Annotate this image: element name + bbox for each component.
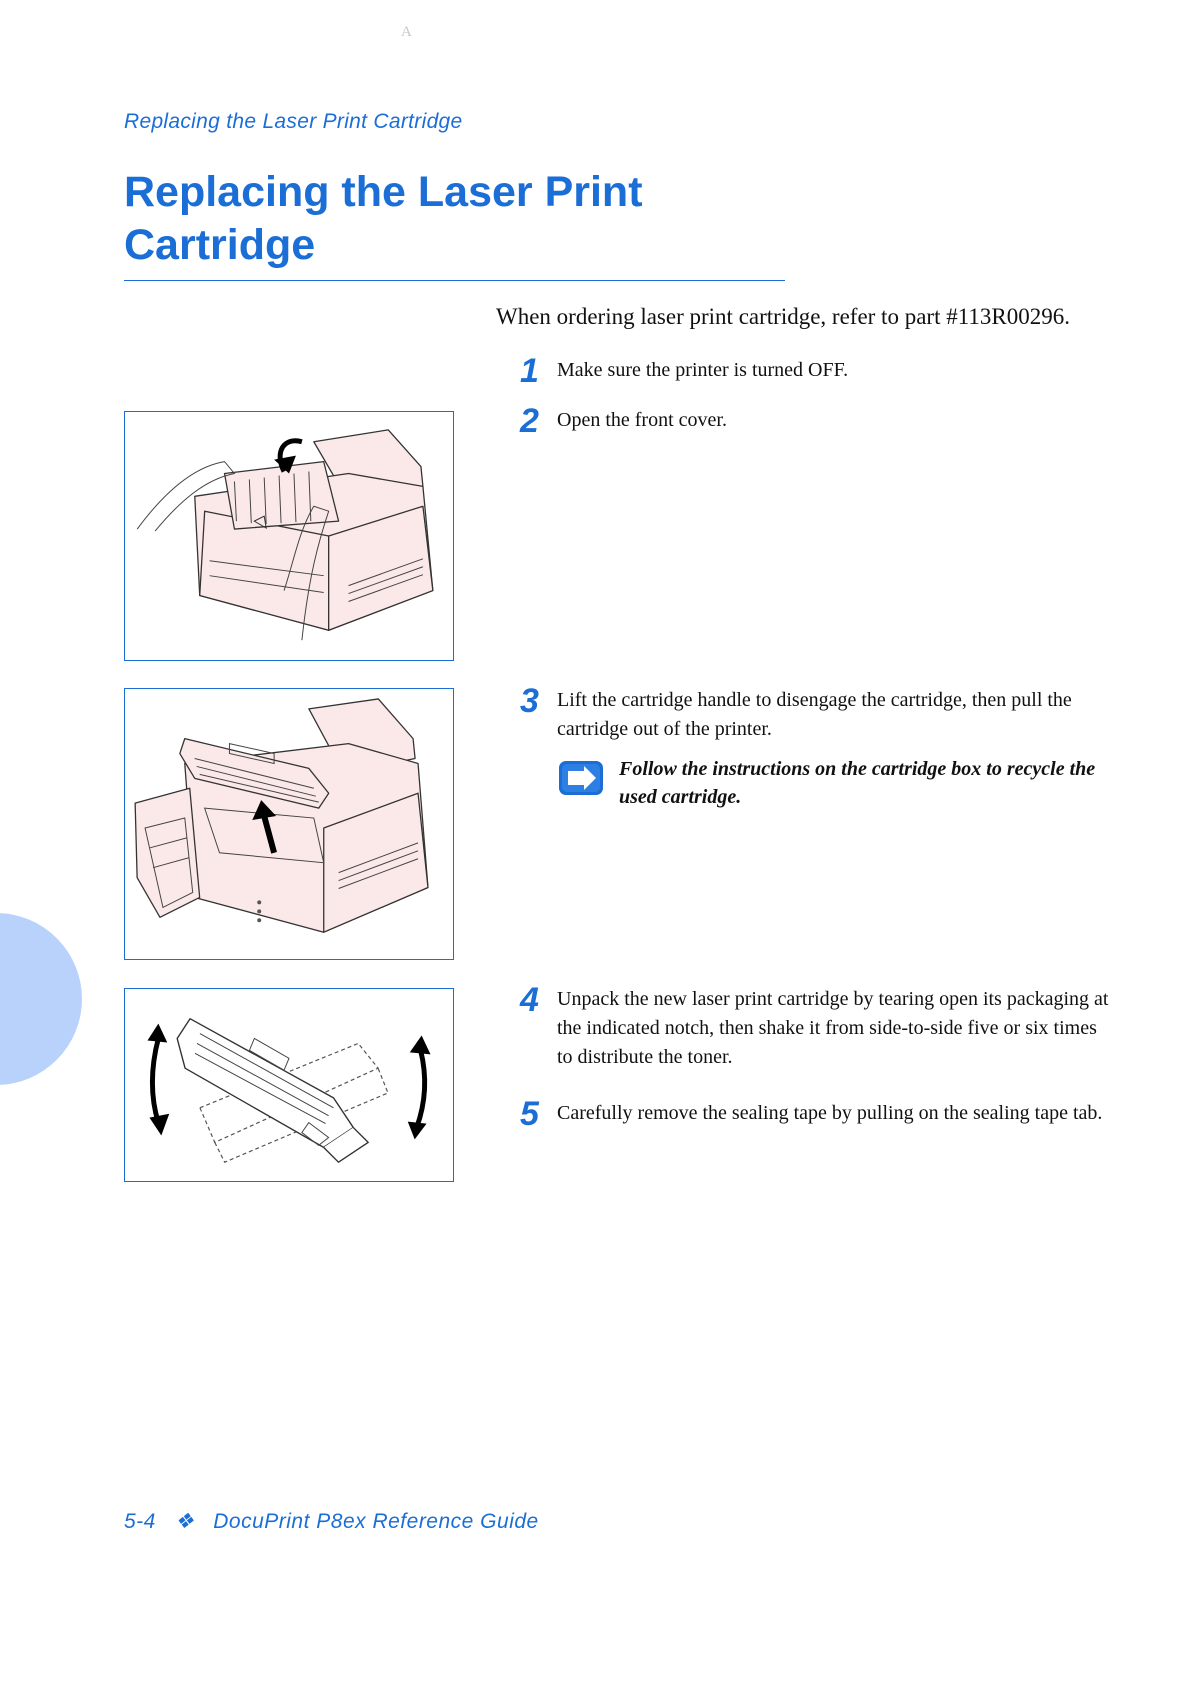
cartridge-shake-illustration — [125, 989, 453, 1181]
figure-open-front-cover — [124, 411, 454, 661]
footer-separator-icon: ❖ — [174, 1510, 195, 1533]
printer-cover-illustration — [125, 412, 453, 660]
step-text: Lift the cartridge handle to disengage the cartridge, then pull the cartridge out of the printer. — [557, 689, 1072, 740]
figure-shake-cartridge — [124, 988, 454, 1182]
note-text: Follow the instructions on the cartridge box to recycle the used cartridge. — [619, 758, 1096, 808]
figure-remove-cartridge — [124, 688, 454, 960]
step-text: Make sure the printer is turned OFF. — [557, 359, 849, 381]
double-arrow-right-icon — [408, 1036, 431, 1140]
step-number: 1 — [520, 352, 539, 390]
step-text: Open the front cover. — [557, 409, 727, 431]
step-text: Carefully remove the sealing tape by pulling on the sealing tape tab. — [557, 1102, 1103, 1124]
page-title — [124, 166, 804, 272]
corner-mark: A — [401, 24, 412, 40]
note-arrow-icon — [558, 759, 604, 797]
step-number: 3 — [520, 682, 539, 720]
step-number: 5 — [520, 1095, 539, 1133]
step-number: 2 — [520, 402, 539, 440]
step-text: Unpack the new laser print cartridge by tearing open its packaging at the indicated notch, then shake it from side-to-side five or six times to distribute the toner. — [557, 988, 1109, 1068]
page-title-line2: Cartridge — [124, 221, 316, 269]
step-number: 4 — [520, 981, 539, 1019]
guide-title: DocuPrint P8ex Reference Guide — [213, 1510, 539, 1533]
title-divider — [124, 280, 785, 281]
double-arrow-left-icon — [147, 1024, 169, 1136]
cartridge-removal-illustration — [125, 689, 453, 959]
intro-text: When ordering laser print cartridge, refer to part #113R00296. — [496, 304, 1070, 329]
page-number: 5-4 — [124, 1510, 156, 1533]
running-head: Replacing the Laser Print Cartridge — [124, 110, 463, 133]
page-footer — [124, 1509, 539, 1534]
chapter-side-tab — [0, 913, 82, 1085]
page-title-line1: Replacing the Laser Print — [124, 168, 643, 216]
